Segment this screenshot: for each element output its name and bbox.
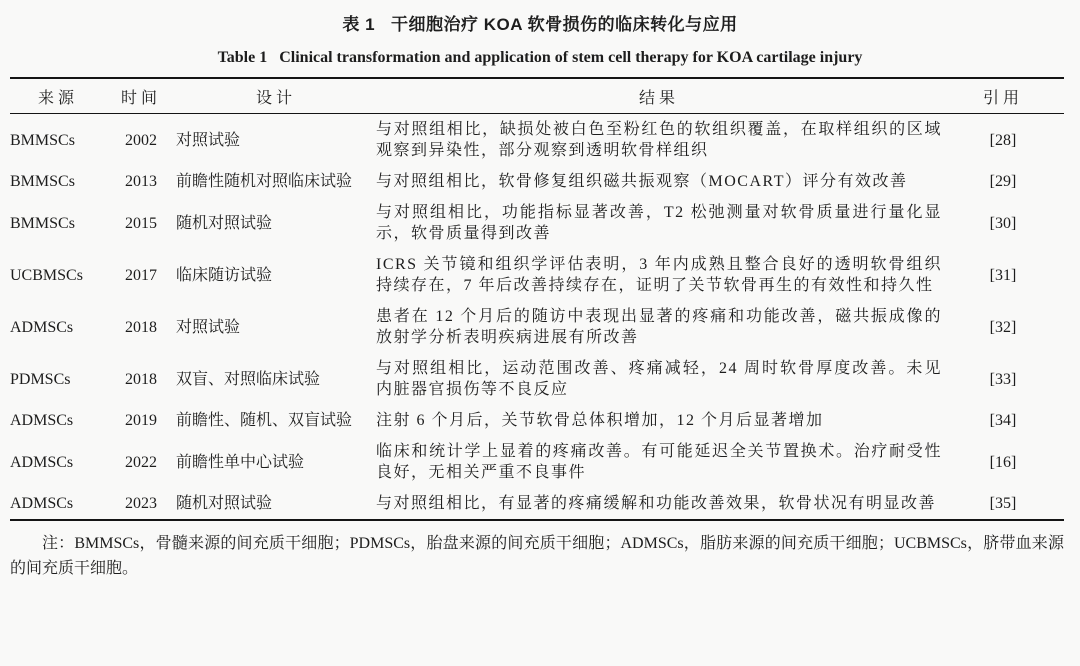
cell-result: 注射 6 个月后，关节软骨总体积增加，12 个月后显著增加 bbox=[376, 412, 824, 429]
cell-source: ADMSCs bbox=[10, 453, 74, 471]
cell-ref: [29] bbox=[989, 173, 1017, 190]
cell-result: 与对照组相比，软骨修复组织磁共振观察（MOCART）评分有效改善 bbox=[376, 173, 908, 190]
table-caption-english-text: Clinical transformation and application of stem cell therapy for KOA cartilage injury bbox=[279, 49, 863, 66]
header-cell-design: 设计 bbox=[176, 78, 376, 114]
cell-design: 临床随访试验 bbox=[176, 266, 273, 284]
cell-design: 随机对照试验 bbox=[176, 214, 273, 232]
cell-source: ADMSCs bbox=[10, 412, 74, 429]
table-row bbox=[10, 197, 1064, 249]
cell-year: 2002 bbox=[125, 131, 157, 149]
cell-year: 2023 bbox=[125, 495, 157, 512]
cell-ref: [16] bbox=[989, 453, 1017, 471]
header-cell-result: 结果 bbox=[376, 78, 942, 114]
cell-result: 与对照组相比，运动范围改善、疼痛减轻，24 周时软骨厚度改善。未见内脏器官损伤等不良反应 bbox=[376, 360, 942, 398]
cell-source: ADMSCs bbox=[10, 318, 74, 336]
cell-ref: [31] bbox=[989, 266, 1017, 284]
cell-year: 2015 bbox=[125, 214, 157, 232]
cell-year: 2013 bbox=[125, 173, 157, 190]
table-row bbox=[10, 249, 1064, 301]
table-caption-chinese-label: 表 1 bbox=[342, 15, 376, 34]
table-header-row bbox=[10, 78, 1064, 114]
cell-year: 2018 bbox=[125, 370, 157, 388]
table-caption-chinese bbox=[0, 12, 1080, 38]
table-caption-chinese-text: 干细胞治疗 KOA 软骨损伤的临床转化与应用 bbox=[391, 15, 738, 34]
cell-year: 2019 bbox=[125, 412, 157, 429]
cell-ref: [34] bbox=[989, 412, 1017, 429]
cell-ref: [30] bbox=[989, 214, 1017, 232]
table-row bbox=[10, 436, 1064, 488]
cell-design: 对照试验 bbox=[176, 131, 241, 149]
cell-ref: [33] bbox=[989, 370, 1017, 388]
cell-design: 双盲、对照临床试验 bbox=[176, 370, 321, 388]
cell-ref: [32] bbox=[989, 318, 1017, 336]
table-row bbox=[10, 166, 1064, 197]
table-caption-english-label: Table 1 bbox=[217, 49, 268, 66]
cell-result: ICRS 关节镜和组织学评估表明，3 年内成熟且整合良好的透明软骨组织持续存在，7 年后改善持续存在，证明了关节软骨再生的有效性和持久性 bbox=[376, 256, 942, 294]
cell-year: 2018 bbox=[125, 318, 157, 336]
header-cell-year: 时间 bbox=[106, 78, 176, 114]
cell-source: ADMSCs bbox=[10, 495, 74, 512]
cell-result: 与对照组相比，有显著的疼痛缓解和功能改善效果，软骨状况有明显改善 bbox=[376, 495, 937, 512]
cell-year: 2017 bbox=[125, 266, 157, 284]
results-table bbox=[10, 77, 1064, 521]
cell-design: 前瞻性、随机、双盲试验 bbox=[176, 412, 353, 429]
cell-ref: [28] bbox=[989, 131, 1017, 149]
cell-source: BMMSCs bbox=[10, 131, 75, 149]
cell-result: 患者在 12 个月后的随访中表现出显著的疼痛和功能改善，磁共振成像的放射学分析表明疾病进展有所改善 bbox=[376, 308, 942, 346]
header-cell-ref: 引用 bbox=[942, 78, 1064, 114]
table-row bbox=[10, 405, 1064, 436]
header-cell-source: 来源 bbox=[10, 78, 106, 114]
table-row bbox=[10, 353, 1064, 405]
cell-result: 与对照组相比，缺损处被白色至粉红色的软组织覆盖，在取样组织的区域观察到异染性，部分观察到透明软骨样组织 bbox=[376, 121, 942, 159]
table-row bbox=[10, 301, 1064, 353]
cell-design: 前瞻性随机对照临床试验 bbox=[176, 173, 353, 190]
cell-source: BMMSCs bbox=[10, 214, 75, 232]
table-row bbox=[10, 488, 1064, 520]
cell-design: 前瞻性单中心试验 bbox=[176, 453, 305, 471]
cell-design: 随机对照试验 bbox=[176, 495, 273, 512]
table-body bbox=[10, 114, 1064, 521]
cell-source: UCBMSCs bbox=[10, 266, 83, 284]
table-caption-english bbox=[0, 45, 1080, 71]
cell-year: 2022 bbox=[125, 453, 157, 471]
cell-source: BMMSCs bbox=[10, 173, 75, 190]
cell-source: PDMSCs bbox=[10, 370, 71, 388]
table-footnote: 注：BMMSCs，骨髓来源的间充质干细胞；PDMSCs，胎盘来源的间充质干细胞；ADMSCs，脂肪来源的间充质干细胞；UCBMSCs，脐带血来源的间充质干细胞。 bbox=[10, 535, 1064, 577]
table-row bbox=[10, 114, 1064, 167]
cell-design: 对照试验 bbox=[176, 318, 241, 336]
cell-result: 与对照组相比，功能指标显著改善，T2 松弛测量对软骨质量进行量化显示，软骨质量得到改善 bbox=[376, 204, 942, 242]
results-table-wrapper bbox=[10, 77, 1064, 521]
cell-ref: [35] bbox=[989, 495, 1017, 512]
cell-result: 临床和统计学上显着的疼痛改善。有可能延迟全关节置换术。治疗耐受性良好，无相关严重不良事件 bbox=[376, 443, 942, 481]
